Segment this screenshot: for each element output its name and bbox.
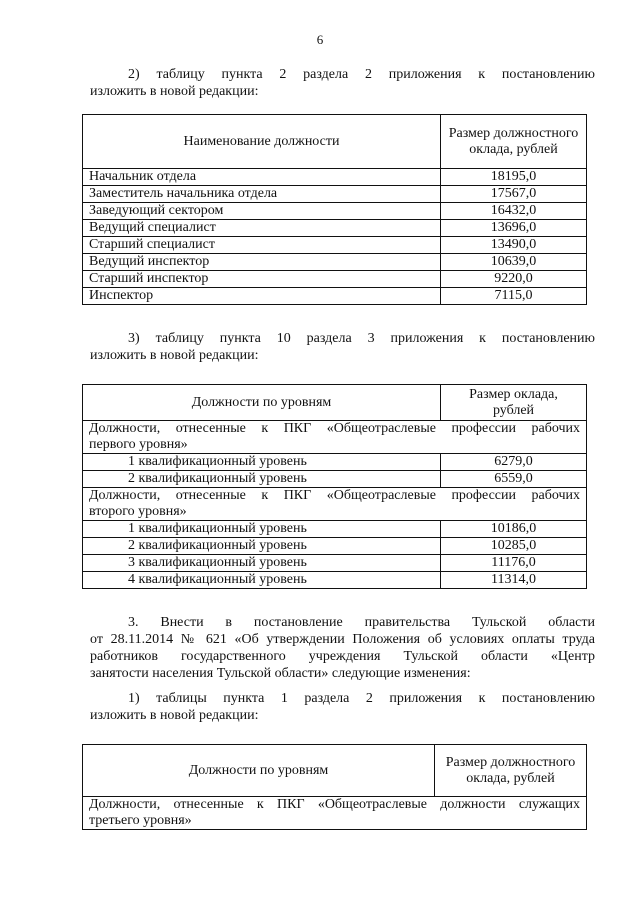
table-row: [83, 288, 587, 305]
column-header-levels: Должности по уровням: [83, 385, 441, 421]
position-name: Старший инспектор: [83, 271, 441, 288]
group-heading-line: второго уровня»: [89, 504, 187, 519]
paragraph-item-1: [90, 690, 595, 724]
table-row: [83, 186, 587, 203]
page-number: 6: [316, 32, 324, 47]
table-row: [83, 271, 587, 288]
salary-value: 11314,0: [441, 572, 587, 589]
position-name: Ведущий инспектор: [83, 254, 441, 271]
salary-value: 13696,0: [441, 220, 587, 237]
position-name: Старший специалист: [83, 237, 441, 254]
paragraph-line: работников государственного учреждения Тульской области «Центр: [90, 649, 595, 664]
column-header-position: Наименование должности: [83, 115, 441, 169]
table-row: [83, 169, 587, 186]
group-row: [83, 488, 587, 521]
table-header-row: [83, 385, 587, 421]
paragraph-line: 3. Внести в постановление правительства Тульской области: [128, 615, 595, 630]
group-row: [83, 797, 587, 830]
table-row: [83, 538, 587, 555]
paragraph-line: изложить в новой редакции:: [90, 708, 259, 723]
paragraph-line: 3) таблицу пункта 10 раздела 3 приложения к постановлению: [128, 331, 595, 346]
table-header-row: [83, 745, 587, 797]
group-heading-line: третьего уровня»: [89, 813, 192, 828]
table-row: [83, 203, 587, 220]
table-row: [83, 237, 587, 254]
salary-value: 13490,0: [441, 237, 587, 254]
table-row: [83, 521, 587, 538]
paragraph-line: изложить в новой редакции:: [90, 84, 259, 99]
table-row: [83, 471, 587, 488]
level-name: 3 квалификационный уровень: [83, 555, 441, 572]
salary-table-3: [82, 744, 587, 830]
paragraph-item-3: [90, 330, 595, 364]
group-heading: [83, 488, 587, 521]
paragraph-line: занятости населения Тульской области» следующие изменения:: [90, 666, 471, 681]
group-heading: [83, 421, 587, 454]
position-name: Ведущий специалист: [83, 220, 441, 237]
group-heading-line: Должности, отнесенные к ПКГ «Общеотраслевые профессии рабочих: [89, 421, 580, 436]
column-header-levels: Должности по уровням: [83, 745, 435, 797]
paragraph-line: от 28.11.2014 № 621 «Об утверждении Положения об условиях оплаты труда: [90, 632, 595, 647]
group-heading-line: Должности, отнесенные к ПКГ «Общеотраслевые профессии рабочих: [89, 488, 580, 503]
position-name: Заведующий сектором: [83, 203, 441, 220]
level-name: 2 квалификационный уровень: [83, 471, 441, 488]
group-heading-line: Должности, отнесенные к ПКГ «Общеотраслевые должности служащих: [89, 797, 580, 812]
position-name: Инспектор: [83, 288, 441, 305]
position-name: Заместитель начальника отдела: [83, 186, 441, 203]
column-header-salary: Размер должностного оклада, рублей: [435, 745, 587, 797]
salary-value: 6279,0: [441, 454, 587, 471]
salary-value: 10639,0: [441, 254, 587, 271]
salary-table-2: [82, 384, 587, 589]
paragraph-point-3: [90, 614, 595, 682]
salary-value: 10285,0: [441, 538, 587, 555]
salary-value: 18195,0: [441, 169, 587, 186]
table-header-row: [83, 115, 587, 169]
level-name: 4 квалификационный уровень: [83, 572, 441, 589]
paragraph-line: 2) таблицу пункта 2 раздела 2 приложения к постановлению: [128, 67, 595, 82]
group-row: [83, 421, 587, 454]
group-heading: [83, 797, 587, 830]
salary-value: 16432,0: [441, 203, 587, 220]
salary-table-1: [82, 114, 587, 305]
position-name: Начальник отдела: [83, 169, 441, 186]
table-row: [83, 254, 587, 271]
table-row: [83, 220, 587, 237]
paragraph-line: изложить в новой редакции:: [90, 348, 259, 363]
table-row: [83, 572, 587, 589]
level-name: 2 квалификационный уровень: [83, 538, 441, 555]
table-row: [83, 454, 587, 471]
level-name: 1 квалификационный уровень: [83, 521, 441, 538]
salary-value: 6559,0: [441, 471, 587, 488]
paragraph-item-2: [90, 66, 595, 100]
column-header-salary: Размер оклада, рублей: [441, 385, 587, 421]
salary-value: 10186,0: [441, 521, 587, 538]
level-name: 1 квалификационный уровень: [83, 454, 441, 471]
salary-value: 7115,0: [441, 288, 587, 305]
salary-value: 9220,0: [441, 271, 587, 288]
table-row: [83, 555, 587, 572]
salary-value: 17567,0: [441, 186, 587, 203]
paragraph-line: 1) таблицы пункта 1 раздела 2 приложения к постановлению: [128, 691, 595, 706]
group-heading-line: первого уровня»: [89, 437, 188, 452]
salary-value: 11176,0: [441, 555, 587, 572]
column-header-salary: Размер должностного оклада, рублей: [441, 115, 587, 169]
